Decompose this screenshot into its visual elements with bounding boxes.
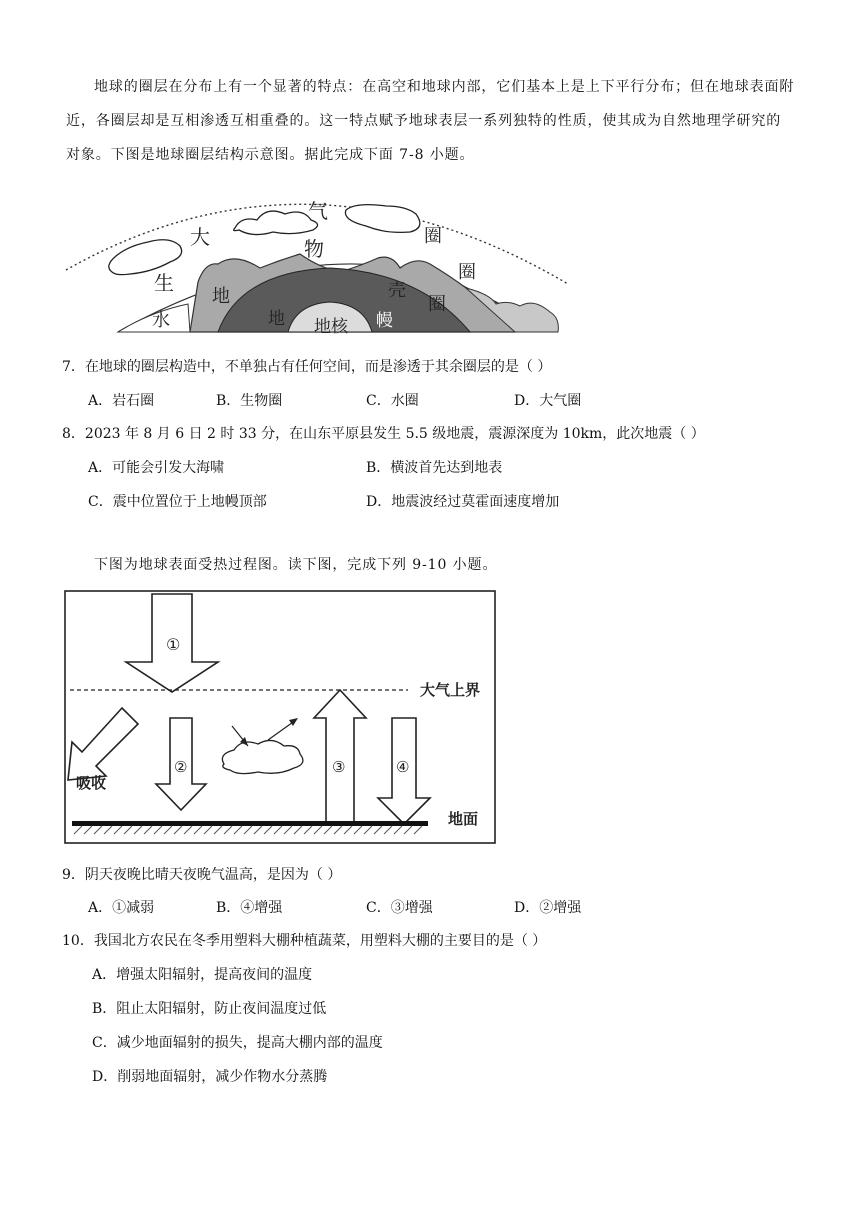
ground-line <box>72 821 428 826</box>
label-absorb: 吸收 <box>76 774 107 792</box>
label-sheng: 生 <box>154 271 174 295</box>
question-8-stem: 8．2023 年 8 月 6 日 2 时 33 分，在山东平原县发生 5.5 级地震，震源深度为 10km，此次地震（ ） <box>62 426 705 442</box>
question-8-option-a: A．可能会引发大海啸 <box>88 460 225 476</box>
question-10-option-a: A．增强太阳辐射，提高夜间的温度 <box>92 967 313 983</box>
cloud-shape <box>234 211 318 234</box>
question-10-option-c: C．减少地面辐射的损失，提高大棚内部的温度 <box>92 1035 383 1051</box>
cloud-shape <box>345 205 419 233</box>
label-man: 幔 <box>376 311 393 331</box>
question-10-option-d: D．削弱地面辐射，减少作物水分蒸腾 <box>92 1069 328 1085</box>
intro-paragraph <box>66 70 796 172</box>
label-da: 大 <box>190 225 210 249</box>
question-8-option-b: B．横波首先达到地表 <box>366 460 503 476</box>
question-7-option-a: A．岩石圈 <box>88 393 155 409</box>
label-dihe: 地核 <box>314 317 348 337</box>
earth-sphere-diagram <box>60 172 580 338</box>
cloud-shape <box>109 240 182 275</box>
label-di-1: 地 <box>212 286 230 307</box>
question-10-option-b: B．阻止太阳辐射，防止夜间温度过低 <box>92 1001 327 1017</box>
question-7-stem: 7．在地球的圈层构造中，不单独占有任何空间，而是渗透于其余圈层的是（ ） <box>62 359 552 375</box>
label-ground: 地面 <box>448 810 479 828</box>
intro-text: 地球的圈层在分布上有一个显著的特点：在高空和地球内部，它们基本上是上下平行分布；但在地球表面附近，各圈层却是互相渗透互相重叠的。这一特点赋予地球表层一系列独特的性质，使其成为自然地理学研究的对象。下图是地球圈层结构示意图。据此完成下面 7-8 小题。 <box>66 79 795 163</box>
label-3: ③ <box>332 758 346 776</box>
question-9-stem: 9．阴天夜晚比晴天夜晚气温高，是因为（ ） <box>62 867 342 883</box>
question-8-option-d: D．地震波经过莫霍面速度增加 <box>366 494 560 510</box>
label-quan-2: 圈 <box>458 262 476 283</box>
surface-heating-diagram <box>64 590 498 846</box>
label-4: ④ <box>396 758 410 776</box>
label-upper-atmosphere: 大气上界 <box>420 681 481 699</box>
question-7-option-d: D．大气圈 <box>514 393 582 409</box>
label-2: ② <box>174 758 188 776</box>
label-ke: 壳 <box>388 280 406 301</box>
question-8-option-c: C．震中位置位于上地幔顶部 <box>88 494 267 510</box>
question-9-option-d: D．②增强 <box>514 900 582 916</box>
label-wu: 物 <box>304 237 324 261</box>
intro2-text: 下图为地球表面受热过程图。读下图，完成下列 9-10 小题。 <box>94 557 498 573</box>
label-quan-3: 圈 <box>428 294 446 315</box>
question-9-option-a: A．①减弱 <box>88 900 155 916</box>
question-9-option-b: B．④增强 <box>216 900 283 916</box>
question-9-option-c: C．③增强 <box>366 900 433 916</box>
question-7-option-c: C．水圈 <box>366 393 419 409</box>
label-1: ① <box>166 635 181 654</box>
label-shui: 水 <box>152 310 170 331</box>
label-quan-1: 圈 <box>424 226 442 247</box>
question-10-stem: 10．我国北方农民在冬季用塑料大棚种植蔬菜，用塑料大棚的主要目的是（ ） <box>62 933 547 949</box>
label-di-2: 地 <box>268 309 285 329</box>
label-qi: 气 <box>308 199 328 223</box>
question-7-option-b: B．生物圈 <box>216 393 283 409</box>
